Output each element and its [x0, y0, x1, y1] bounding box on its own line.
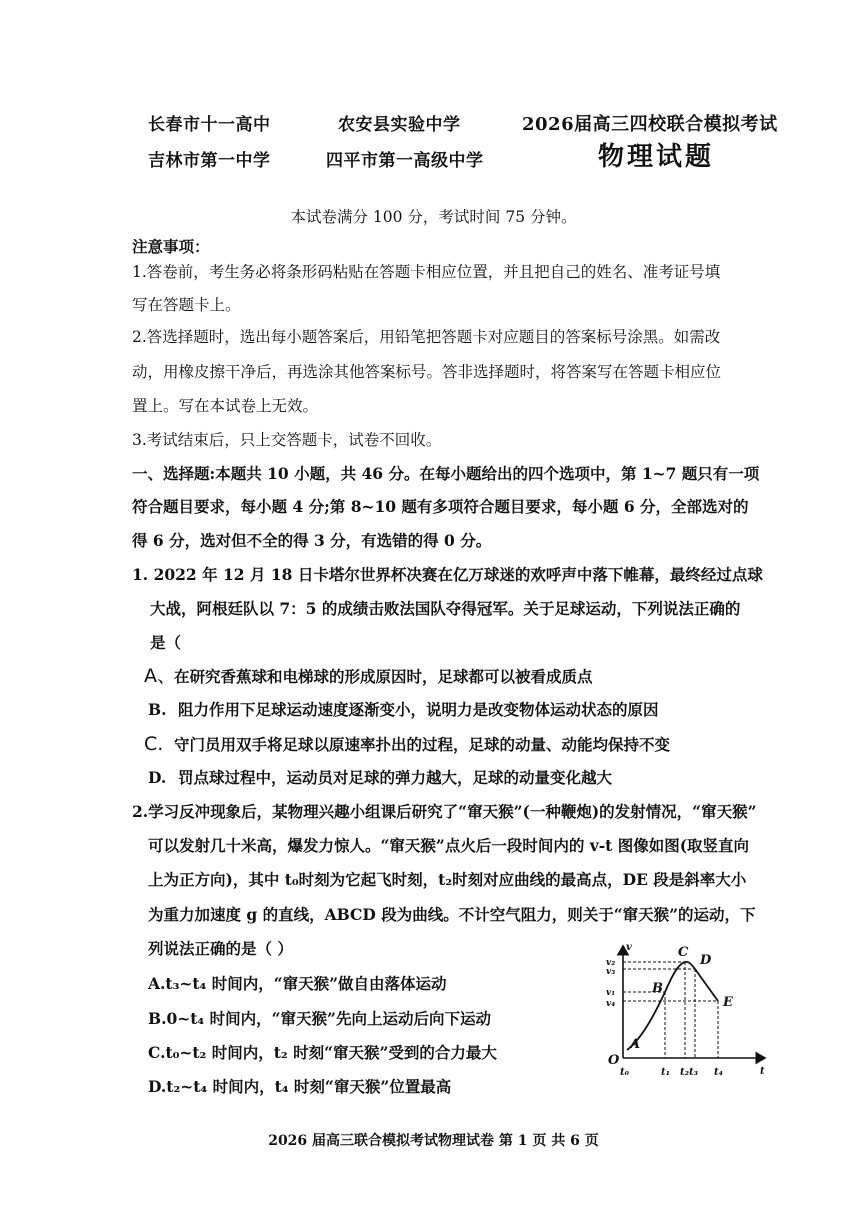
origin-label: O — [608, 1053, 620, 1068]
school-name-1: 长春市十一高中 — [148, 115, 271, 135]
q2-option-c: C.t₀~t₂ 时间内，t₂ 时刻“窜天猴”受到的合力最大 — [148, 1043, 497, 1062]
notice-line: 2.答选择题时，选出每小题答案后，用铅笔把答题卡对应题目的答案标号涂黑。如需改 — [132, 328, 721, 346]
axis-t-label: t — [760, 1066, 765, 1077]
school-name-2: 农安县实验中学 — [338, 115, 461, 135]
option-text: 阻力作用下足球运动速度逐渐变小，说明力是改变物体运动状态的原因 — [178, 700, 659, 719]
q1-option-b — [148, 700, 659, 720]
tick-label-v2: v₂ — [606, 958, 616, 968]
q2-option-a: A.t₃~t₄ 时间内，“窜天猴”做自由落体运动 — [148, 974, 447, 993]
exam-info: 本试卷满分 100 分，考试时间 75 分钟。 — [290, 208, 577, 226]
option-letter: C. — [144, 733, 164, 755]
q2-stem-line: 列说法正确的是（ ） — [148, 939, 293, 958]
notice-line: 1.答卷前，考生务必将条形码粘贴在答题卡相应位置，并且把自己的姓名、准考证号填 — [132, 263, 721, 281]
page-footer: 2026 届高三联合模拟考试物理试卷 第 1 页 共 6 页 — [268, 1133, 599, 1149]
q1-stem-line: 是（ — [150, 633, 182, 652]
q1-option-a — [144, 666, 593, 687]
vt-graph — [590, 940, 770, 1080]
notice-line: 写在答题卡上。 — [132, 296, 241, 314]
option-text: 守门员用双手将足球以原速率扑出的过程，足球的动量、动能均保持不变 — [174, 735, 671, 754]
tick-label-t0: t₀ — [620, 1067, 629, 1078]
vt-curve — [627, 962, 718, 1050]
section-heading-line: 得 6 分，选对但不全的得 3 分，有选错的得 0 分。 — [132, 531, 492, 550]
q2-stem-line: 2.学习反冲现象后，某物理兴趣小组课后研究了“窜天猴”(一种鞭炮)的发射情况，“窜天猴” — [132, 802, 757, 821]
section-heading-line: 符合题目要求，每小题 4 分;第 8~10 题有多项符合题目要求，每小题 6 分，全部选对的 — [132, 497, 749, 516]
tick-label-t4: t₄ — [714, 1067, 723, 1078]
notice-line: 动，用橡皮擦干净后，再选涂其他答案标号。答非选择题时，将答案写在答题卡相应位 — [132, 363, 722, 381]
option-text: 在研究香蕉球和电梯球的形成原因时，足球都可以被看成质点 — [174, 667, 593, 686]
point-label-e: E — [723, 995, 733, 1010]
q1-stem-line: 大战，阿根廷队以 7：5 的成绩击败法国队夺得冠军。关于足球运动，下列说法正确的 — [150, 599, 741, 618]
tick-label-v4: v₄ — [606, 999, 616, 1009]
option-letter: B. — [148, 700, 167, 719]
tick-label-v3: v₃ — [606, 967, 616, 977]
notice-line: 3.考试结束后，只上交答题卡，试卷不回收。 — [132, 431, 442, 449]
option-text: 罚点球过程中，运动员对足球的弹力越大，足球的动量变化越大 — [178, 768, 613, 787]
school-name-4: 四平市第一高级中学 — [326, 151, 484, 171]
notice-title: 注意事项： — [132, 237, 210, 256]
axis-v-label: v — [626, 942, 632, 953]
tick-label-t1: t₁ — [661, 1067, 670, 1078]
point-label-d: D — [700, 953, 712, 968]
q2-option-d: D.t₂~t₄ 时间内，t₄ 时刻“窜天猴”位置最高 — [148, 1077, 452, 1096]
point-label-b: B — [652, 981, 663, 996]
q2-stem-line: 为重力加速度 g 的直线，ABCD 段为曲线。不计空气阻力，则关于“窜天猴”的运动，下 — [148, 905, 756, 924]
subject-title: 物理试题 — [598, 142, 715, 172]
exam-title: 2026届高三四校联合模拟考试 — [522, 114, 778, 135]
q1-option-c — [144, 734, 670, 755]
section-heading-line: 一、选择题:本题共 10 小题，共 46 分。在每小题给出的四个选项中，第 1~7 题只有一项 — [132, 464, 760, 483]
q2-stem-line: 上为正方向)，其中 t₀时刻为它起飞时刻，t₂时刻对应曲线的最高点，DE 段是斜率大小 — [148, 870, 747, 889]
option-letter: D. — [148, 768, 167, 787]
q2-stem-line: 可以发射几十米高，爆发力惊人。“窜天猴”点火后一段时间内的 v-t 图像如图(取竖直向 — [148, 836, 750, 855]
point-label-a: A — [630, 1037, 641, 1052]
q2-option-b: B.0~t₄ 时间内，“窜天猴”先向上运动后向下运动 — [148, 1009, 491, 1028]
header-block — [148, 106, 788, 178]
option-letter: A、 — [144, 665, 176, 687]
q1-stem-line: 1. 2022 年 12 月 18 日卡塔尔世界杯决赛在亿万球迷的欢呼声中落下帷幕，最终经过点球 — [132, 565, 763, 584]
school-name-3: 吉林市第一中学 — [148, 151, 271, 171]
tick-label-v1: v₁ — [606, 988, 616, 998]
tick-label-t2t3: t₂t₃ — [680, 1067, 698, 1078]
q1-option-d — [148, 768, 612, 788]
point-label-c: C — [678, 945, 689, 960]
notice-line: 置上。写在本试卷上无效。 — [132, 397, 319, 415]
